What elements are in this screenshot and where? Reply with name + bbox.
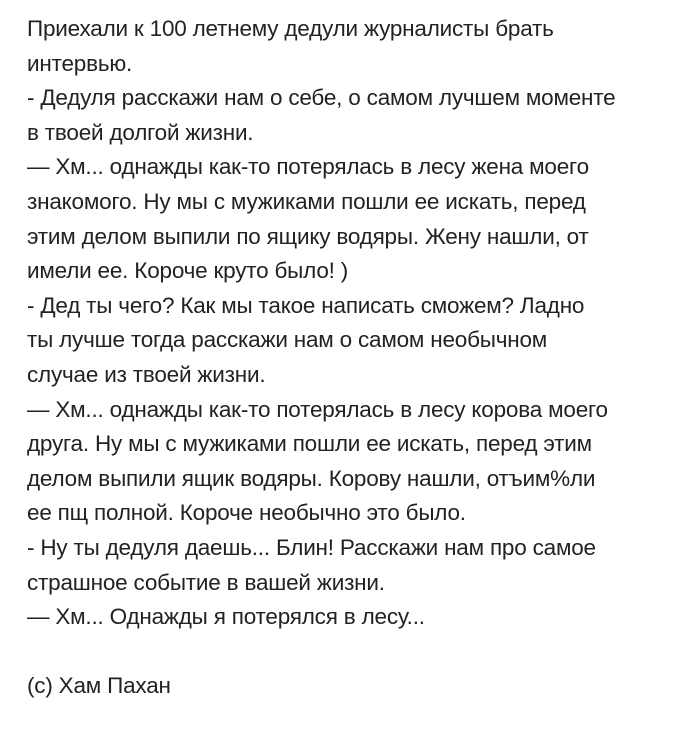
text-line: в твоей долгой жизни.	[27, 119, 254, 145]
text-line: делом выпили ящик водяры. Корову нашли, отъим%ли	[27, 465, 596, 491]
text-line: Приехали к 100 летнему дедули журналисты брать	[27, 16, 554, 41]
text-line: — Хм... Однажды я потерялся в лесу...	[27, 604, 425, 630]
signature: (с) Хам Пахан	[27, 673, 171, 699]
text-line: — Хм... однажды как-то потерялась в лесу корова моего	[27, 396, 608, 422]
text-line: интервью.	[27, 50, 133, 76]
text-line: знакомого. Ну мы с мужиками пошли ее искать, перед	[27, 188, 586, 214]
text-line: - Дед ты чего? Как мы такое написать сможем? Ладно	[27, 292, 585, 318]
text-line: имели ее. Короче круто было! )	[27, 258, 349, 284]
text-line: ее пщ полной. Короче необычно это было.	[27, 500, 466, 526]
text-line: - Ну ты дедуля даешь... Блин! Расскажи нам про самое	[27, 534, 596, 560]
post-text	[27, 12, 677, 704]
text-line: ты лучше тогда расскажи нам о самом необычном	[27, 327, 548, 353]
text-line: друга. Ну мы с мужиками пошли ее искать, перед этим	[27, 431, 592, 457]
text-line: этим делом выпили по ящику водяры. Жену нашли, от	[27, 223, 589, 249]
text-line: - Дедуля расскажи нам о себе, о самом лучшем моменте	[27, 85, 616, 111]
text-line: случае из твоей жизни.	[27, 361, 266, 387]
text-line: страшное событие в вашей жизни.	[27, 569, 385, 595]
paragraph-gap	[27, 635, 677, 670]
text-line: — Хм... однажды как-то потерялась в лесу жена моего	[27, 154, 589, 180]
